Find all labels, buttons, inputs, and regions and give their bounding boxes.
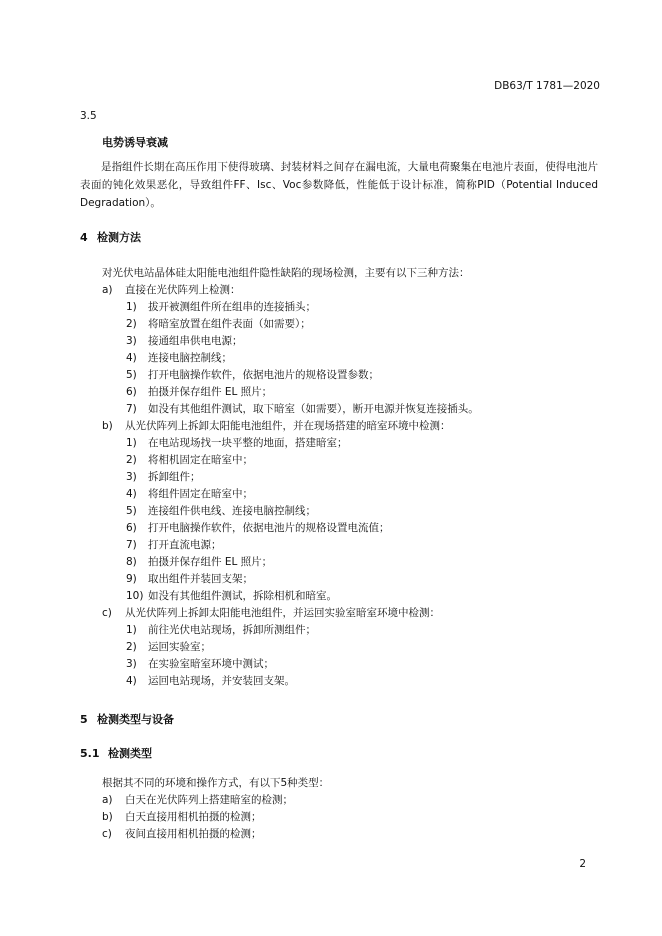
section-5-1-intro: 根据其不同的环境和操作方式，有以下5种类型： [102, 777, 330, 789]
method-a-step: 打开电脑操作软件，依据电池片的规格设置参数； [148, 369, 379, 381]
method-b-step-num: 9) [126, 573, 137, 585]
section-3-5-number: 3.5 [80, 110, 97, 122]
method-a-step-num: 4) [126, 352, 137, 364]
method-b-text: 从光伏阵列上拆卸太阳能电池组件，并在现场搭建的暗室环境中检测： [125, 420, 451, 432]
method-a-step-num: 6) [126, 386, 137, 398]
method-a-step: 拔开被测组件所在组串的连接插头； [148, 301, 316, 313]
method-c-text: 从光伏阵列上拆卸太阳能电池组件，并运回实验室暗室环境中检测： [125, 607, 440, 619]
type-item-label: b) [102, 811, 113, 823]
method-b-step: 连接组件供电线、连接电脑控制线； [148, 505, 316, 517]
type-item-text: 夜间直接用相机拍摄的检测； [125, 828, 262, 840]
method-b-step: 拆卸组件； [148, 471, 201, 483]
method-c-step-num: 3) [126, 658, 137, 670]
method-b-step: 打开直流电源； [148, 539, 222, 551]
section-5-title: 检测类型与设备 [97, 713, 174, 726]
method-b-step-num: 5) [126, 505, 137, 517]
method-a-step: 如没有其他组件测试，取下暗室（如需要），断开电源并恢复连接插头。 [148, 403, 479, 415]
type-item-text: 白天直接用相机拍摄的检测； [125, 811, 262, 823]
section-5-1-title: 检测类型 [108, 747, 152, 760]
method-a-step-num: 3) [126, 335, 137, 347]
method-b-step: 取出组件并装回支架； [148, 573, 253, 585]
method-a-step-num: 7) [126, 403, 137, 415]
method-a-text: 直接在光伏阵列上检测： [125, 284, 241, 296]
method-b-label: b) [102, 420, 113, 432]
section-4-title: 检测方法 [97, 231, 141, 244]
section-5-number: 5 [80, 713, 88, 726]
method-c-label: c) [102, 607, 112, 619]
method-a-label: a) [102, 284, 113, 296]
section-5-1-number: 5.1 [80, 747, 100, 760]
method-b-step: 拍摄并保存组件 EL 照片； [148, 556, 273, 568]
method-b-step-num: 8) [126, 556, 137, 568]
method-b-step: 如没有其他组件测试，拆除相机和暗室。 [148, 590, 337, 602]
method-c-step: 运回实验室； [148, 641, 211, 653]
method-b-step: 将相机固定在暗室中； [148, 454, 253, 466]
section-4-number: 4 [80, 231, 88, 244]
method-b-step: 将组件固定在暗室中； [148, 488, 253, 500]
method-b-step-num: 3) [126, 471, 137, 483]
method-b-step-num: 2) [126, 454, 137, 466]
method-b-step: 打开电脑操作软件，依据电池片的规格设置电流值； [148, 522, 390, 534]
method-c-step-num: 2) [126, 641, 137, 653]
method-c-step: 在实验室暗室环境中测试； [148, 658, 274, 670]
method-c-step-num: 4) [126, 675, 137, 687]
method-a-step-num: 1) [126, 301, 137, 313]
section-4-intro: 对光伏电站晶体硅太阳能电池组件隐性缺陷的现场检测，主要有以下三种方法： [102, 267, 470, 279]
type-item-label: c) [102, 828, 112, 840]
type-item-label: a) [102, 794, 113, 806]
method-a-step: 连接电脑控制线； [148, 352, 232, 364]
section-3-5-term: 电势诱导衰减 [102, 136, 168, 149]
method-c-step: 运回电站现场，并安装回支架。 [148, 675, 295, 687]
type-item-text: 白天在光伏阵列上搭建暗室的检测； [125, 794, 293, 806]
page-number: 2 [579, 858, 586, 870]
method-a-step: 将暗室放置在组件表面（如需要）； [148, 318, 311, 330]
method-b-step: 在电站现场找一块平整的地面，搭建暗室； [148, 437, 348, 449]
standard-number: DB63/T 1781—2020 [494, 80, 600, 92]
section-3-5-definition: 是指组件长期在高压作用下使得玻璃、封装材料之间存在漏电流，大量电荷聚集在电池片表面，使得电池片表面的钝化效果恶化，导致组件FF、Isc、Voc参数降低，性能低于设计标准，简称PID（Potential Induced Degradation）。 [80, 161, 598, 209]
method-b-step-num: 4) [126, 488, 137, 500]
method-a-step: 接通组串供电电源； [148, 335, 243, 347]
method-c-step: 前往光伏电站现场，拆卸所测组件； [148, 624, 316, 636]
method-b-step-num: 10) [126, 590, 144, 602]
method-a-step-num: 5) [126, 369, 137, 381]
method-b-step-num: 7) [126, 539, 137, 551]
method-c-step-num: 1) [126, 624, 137, 636]
method-b-step-num: 1) [126, 437, 137, 449]
method-a-step: 拍摄并保存组件 EL 照片； [148, 386, 273, 398]
method-a-step-num: 2) [126, 318, 137, 330]
method-b-step-num: 6) [126, 522, 137, 534]
